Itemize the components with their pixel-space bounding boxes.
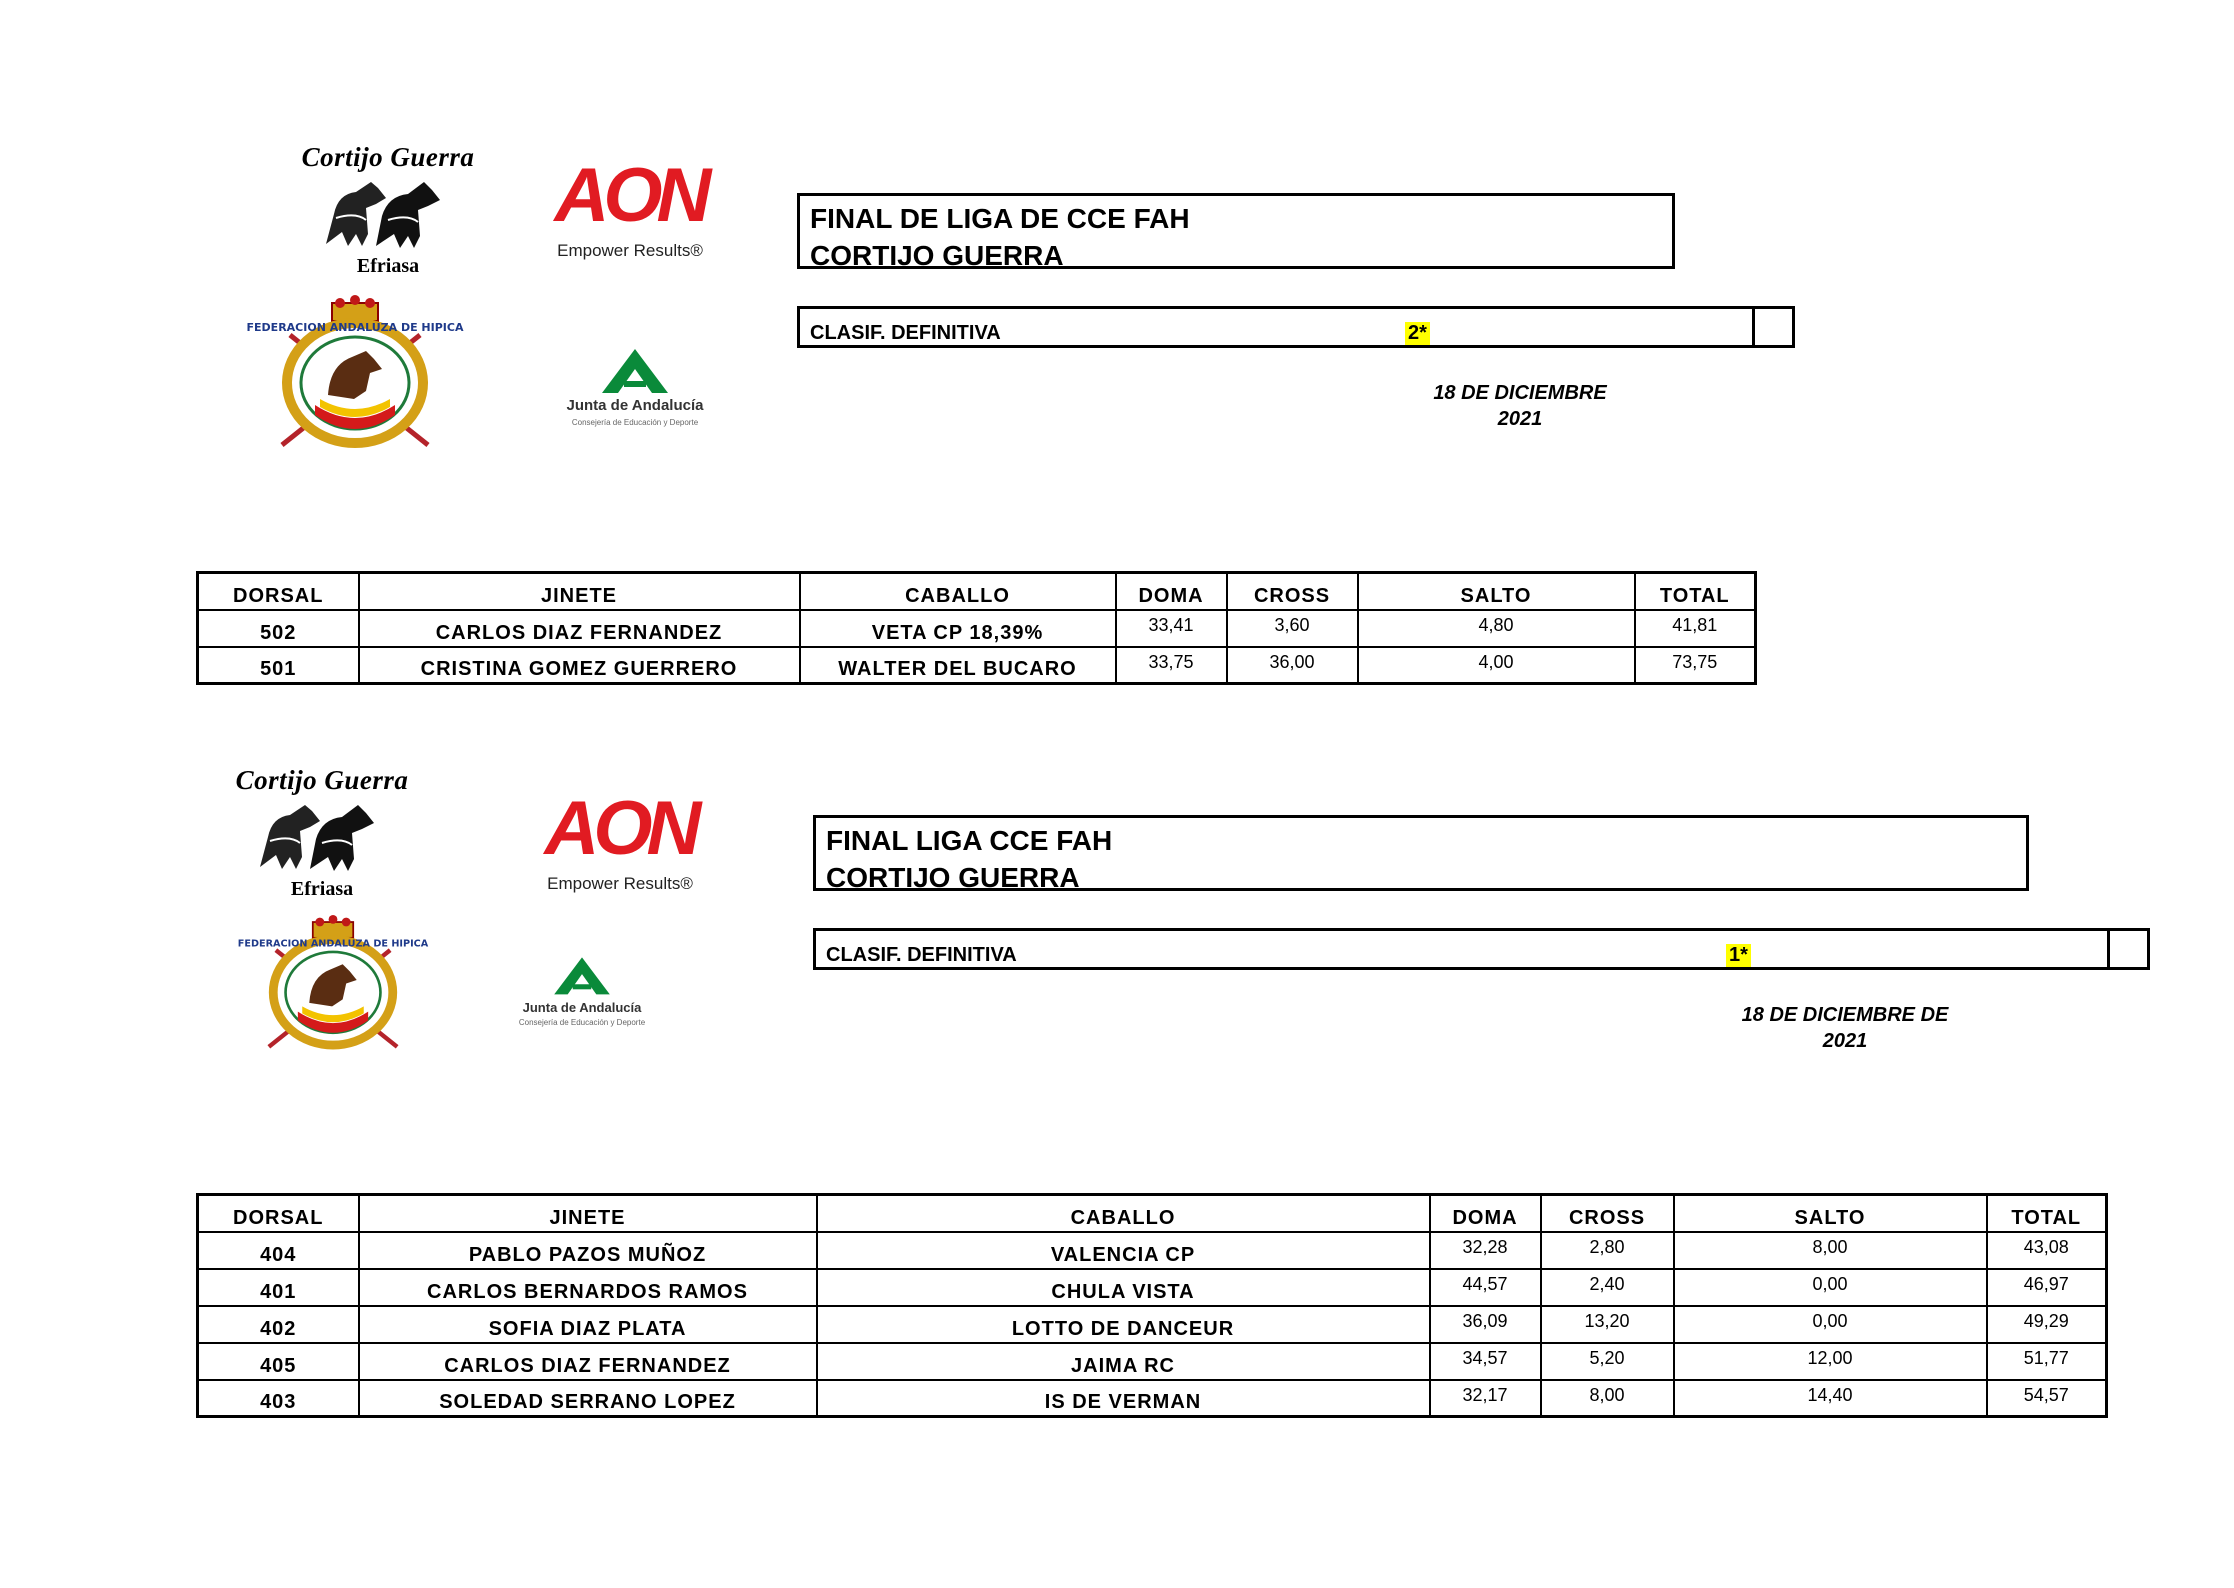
cell-salto: 4,00 xyxy=(1358,647,1635,684)
cell-caballo: LOTTO DE DANCEUR xyxy=(817,1306,1430,1343)
cell-total: 43,08 xyxy=(1987,1232,2107,1269)
classification-box xyxy=(813,928,2150,970)
junta-logo-name: Junta de Andalucía xyxy=(522,1000,642,1015)
col-header-jinete: JINETE xyxy=(359,573,800,610)
cell-dorsal: 502 xyxy=(198,610,359,647)
col-header-total: TOTAL xyxy=(1987,1195,2107,1232)
cell-salto: 4,80 xyxy=(1358,610,1635,647)
cell-doma: 33,41 xyxy=(1116,610,1227,647)
table-header-row xyxy=(198,573,1756,610)
col-header-doma: DOMA xyxy=(1116,573,1227,610)
aon-logo-tagline: Empower Results® xyxy=(547,874,693,893)
cell-jinete: PABLO PAZOS MUÑOZ xyxy=(359,1232,817,1269)
cell-total: 46,97 xyxy=(1987,1269,2107,1306)
event-date xyxy=(1700,1002,1990,1054)
col-header-cross: CROSS xyxy=(1541,1195,1674,1232)
event-date-line1: 18 DE DICIEMBRE DE xyxy=(1741,1004,1949,1026)
cell-cross: 13,20 xyxy=(1541,1306,1674,1343)
table-header-row xyxy=(198,1195,2107,1232)
aon-logo-word: AON xyxy=(554,153,706,238)
classification-label: CLASIF. DEFINITIVA xyxy=(826,944,1017,966)
col-header-doma: DOMA xyxy=(1430,1195,1541,1232)
cortijo-guerra-logo-name: Cortijo Guerra xyxy=(235,765,409,795)
cell-salto: 8,00 xyxy=(1674,1232,1987,1269)
cell-dorsal: 501 xyxy=(198,647,359,684)
aon-logo-tagline: Empower Results® xyxy=(557,241,703,260)
event-title-box xyxy=(797,193,1675,269)
classification-box xyxy=(797,306,1795,348)
event-title-line2: CORTIJO GUERRA xyxy=(826,862,1080,893)
col-header-salto: SALTO xyxy=(1674,1195,1987,1232)
cortijo-guerra-logo-sub: Efriasa xyxy=(356,255,420,277)
col-header-salto: SALTO xyxy=(1358,573,1635,610)
cell-salto: 12,00 xyxy=(1674,1343,1987,1380)
horses-icon xyxy=(316,174,466,254)
col-header-caballo: CABALLO xyxy=(800,573,1116,610)
cell-caballo: IS DE VERMAN xyxy=(817,1380,1430,1417)
cell-doma: 33,75 xyxy=(1116,647,1227,684)
cell-total: 49,29 xyxy=(1987,1306,2107,1343)
event-date-line2: 2021 xyxy=(1822,1030,1868,1052)
results-table xyxy=(196,571,1757,685)
cell-dorsal: 404 xyxy=(198,1232,359,1269)
cell-salto: 14,40 xyxy=(1674,1380,1987,1417)
cell-dorsal: 401 xyxy=(198,1269,359,1306)
cortijo-guerra-logo-sub: Efriasa xyxy=(290,878,354,900)
col-header-dorsal: DORSAL xyxy=(198,1195,359,1232)
col-header-jinete: JINETE xyxy=(359,1195,817,1232)
cell-caballo: CHULA VISTA xyxy=(817,1269,1430,1306)
cell-dorsal: 405 xyxy=(198,1343,359,1380)
cell-jinete: CARLOS BERNARDOS RAMOS xyxy=(359,1269,817,1306)
event-title-box xyxy=(813,815,2029,891)
cell-total: 41,81 xyxy=(1635,610,1756,647)
event-date-line1: 18 DE DICIEMBRE xyxy=(1433,382,1607,404)
table-row xyxy=(198,1269,2107,1306)
col-header-cross: CROSS xyxy=(1227,573,1358,610)
cell-salto: 0,00 xyxy=(1674,1269,1987,1306)
cell-cross: 2,40 xyxy=(1541,1269,1674,1306)
section-1-star xyxy=(0,700,2234,1588)
federacion-crest-icon xyxy=(237,915,429,1060)
federacion-andaluza-logo xyxy=(237,915,429,1080)
classification-empty-cell xyxy=(2107,931,2147,967)
cell-doma: 36,09 xyxy=(1430,1306,1541,1343)
federacion-andaluza-logo xyxy=(246,295,464,460)
col-header-caballo: CABALLO xyxy=(817,1195,1430,1232)
event-title-line1: FINAL DE LIGA DE CCE FAH xyxy=(810,203,1190,234)
table-row xyxy=(198,1232,2107,1269)
cell-cross: 3,60 xyxy=(1227,610,1358,647)
cell-cross: 36,00 xyxy=(1227,647,1358,684)
event-title-line2: CORTIJO GUERRA xyxy=(810,240,1064,271)
cell-caballo: JAIMA RC xyxy=(817,1343,1430,1380)
cell-jinete: SOLEDAD SERRANO LOPEZ xyxy=(359,1380,817,1417)
level-badge: 2* xyxy=(1405,322,1430,345)
classification-label: CLASIF. DEFINITIVA xyxy=(810,322,1001,344)
aon-logo xyxy=(545,155,715,275)
event-date xyxy=(1380,380,1660,432)
federacion-logo-text: FEDERACION ANDALUZA DE HIPICA xyxy=(237,938,429,950)
junta-a-icon xyxy=(540,345,730,395)
cell-caballo: VETA CP 18,39% xyxy=(800,610,1116,647)
cell-caballo: WALTER DEL BUCARO xyxy=(800,647,1116,684)
junta-logo-name: Junta de Andalucía xyxy=(566,397,704,414)
cell-total: 54,57 xyxy=(1987,1380,2107,1417)
aon-logo xyxy=(535,788,705,908)
table-row xyxy=(198,610,1756,647)
junta-logo-sub: Consejería de Educación y Deporte xyxy=(571,418,699,427)
col-header-dorsal: DORSAL xyxy=(198,573,359,610)
cell-cross: 2,80 xyxy=(1541,1232,1674,1269)
event-title-line1: FINAL LIGA CCE FAH xyxy=(826,825,1113,856)
classification-empty-cell xyxy=(1752,309,1792,345)
results-table xyxy=(196,1193,2108,1418)
cell-jinete: CARLOS DIAZ FERNANDEZ xyxy=(359,1343,817,1380)
aon-logo-word: AON xyxy=(544,786,696,871)
cell-cross: 5,20 xyxy=(1541,1343,1674,1380)
cell-doma: 32,17 xyxy=(1430,1380,1541,1417)
cell-doma: 32,28 xyxy=(1430,1232,1541,1269)
horses-icon xyxy=(250,797,400,877)
cortijo-guerra-logo xyxy=(222,765,422,905)
federacion-logo-text: FEDERACION ANDALUZA DE HIPICA xyxy=(246,321,464,334)
table-row xyxy=(198,1306,2107,1343)
cell-jinete: CARLOS DIAZ FERNANDEZ xyxy=(359,610,800,647)
cell-salto: 0,00 xyxy=(1674,1306,1987,1343)
federacion-crest-icon xyxy=(246,295,464,460)
table-row xyxy=(198,647,1756,684)
junta-logo-sub: Consejería de Educación y Deporte xyxy=(518,1018,646,1027)
table-row xyxy=(198,1343,2107,1380)
cell-jinete: CRISTINA GOMEZ GUERRERO xyxy=(359,647,800,684)
col-header-total: TOTAL xyxy=(1635,573,1756,610)
cell-dorsal: 402 xyxy=(198,1306,359,1343)
cell-doma: 44,57 xyxy=(1430,1269,1541,1306)
cortijo-guerra-logo-name: Cortijo Guerra xyxy=(301,142,475,172)
cell-total: 73,75 xyxy=(1635,647,1756,684)
junta-andalucia-logo xyxy=(540,345,730,435)
level-badge: 1* xyxy=(1726,944,1751,967)
cortijo-guerra-logo xyxy=(288,142,488,282)
cell-jinete: SOFIA DIAZ PLATA xyxy=(359,1306,817,1343)
cell-total: 51,77 xyxy=(1987,1343,2107,1380)
junta-a-icon xyxy=(502,950,662,1000)
cell-dorsal: 403 xyxy=(198,1380,359,1417)
table-row xyxy=(198,1380,2107,1417)
event-date-line2: 2021 xyxy=(1497,408,1543,430)
junta-andalucia-logo xyxy=(502,950,662,1040)
cell-cross: 8,00 xyxy=(1541,1380,1674,1417)
section-2-star xyxy=(0,0,2234,700)
cell-caballo: VALENCIA CP xyxy=(817,1232,1430,1269)
cell-doma: 34,57 xyxy=(1430,1343,1541,1380)
